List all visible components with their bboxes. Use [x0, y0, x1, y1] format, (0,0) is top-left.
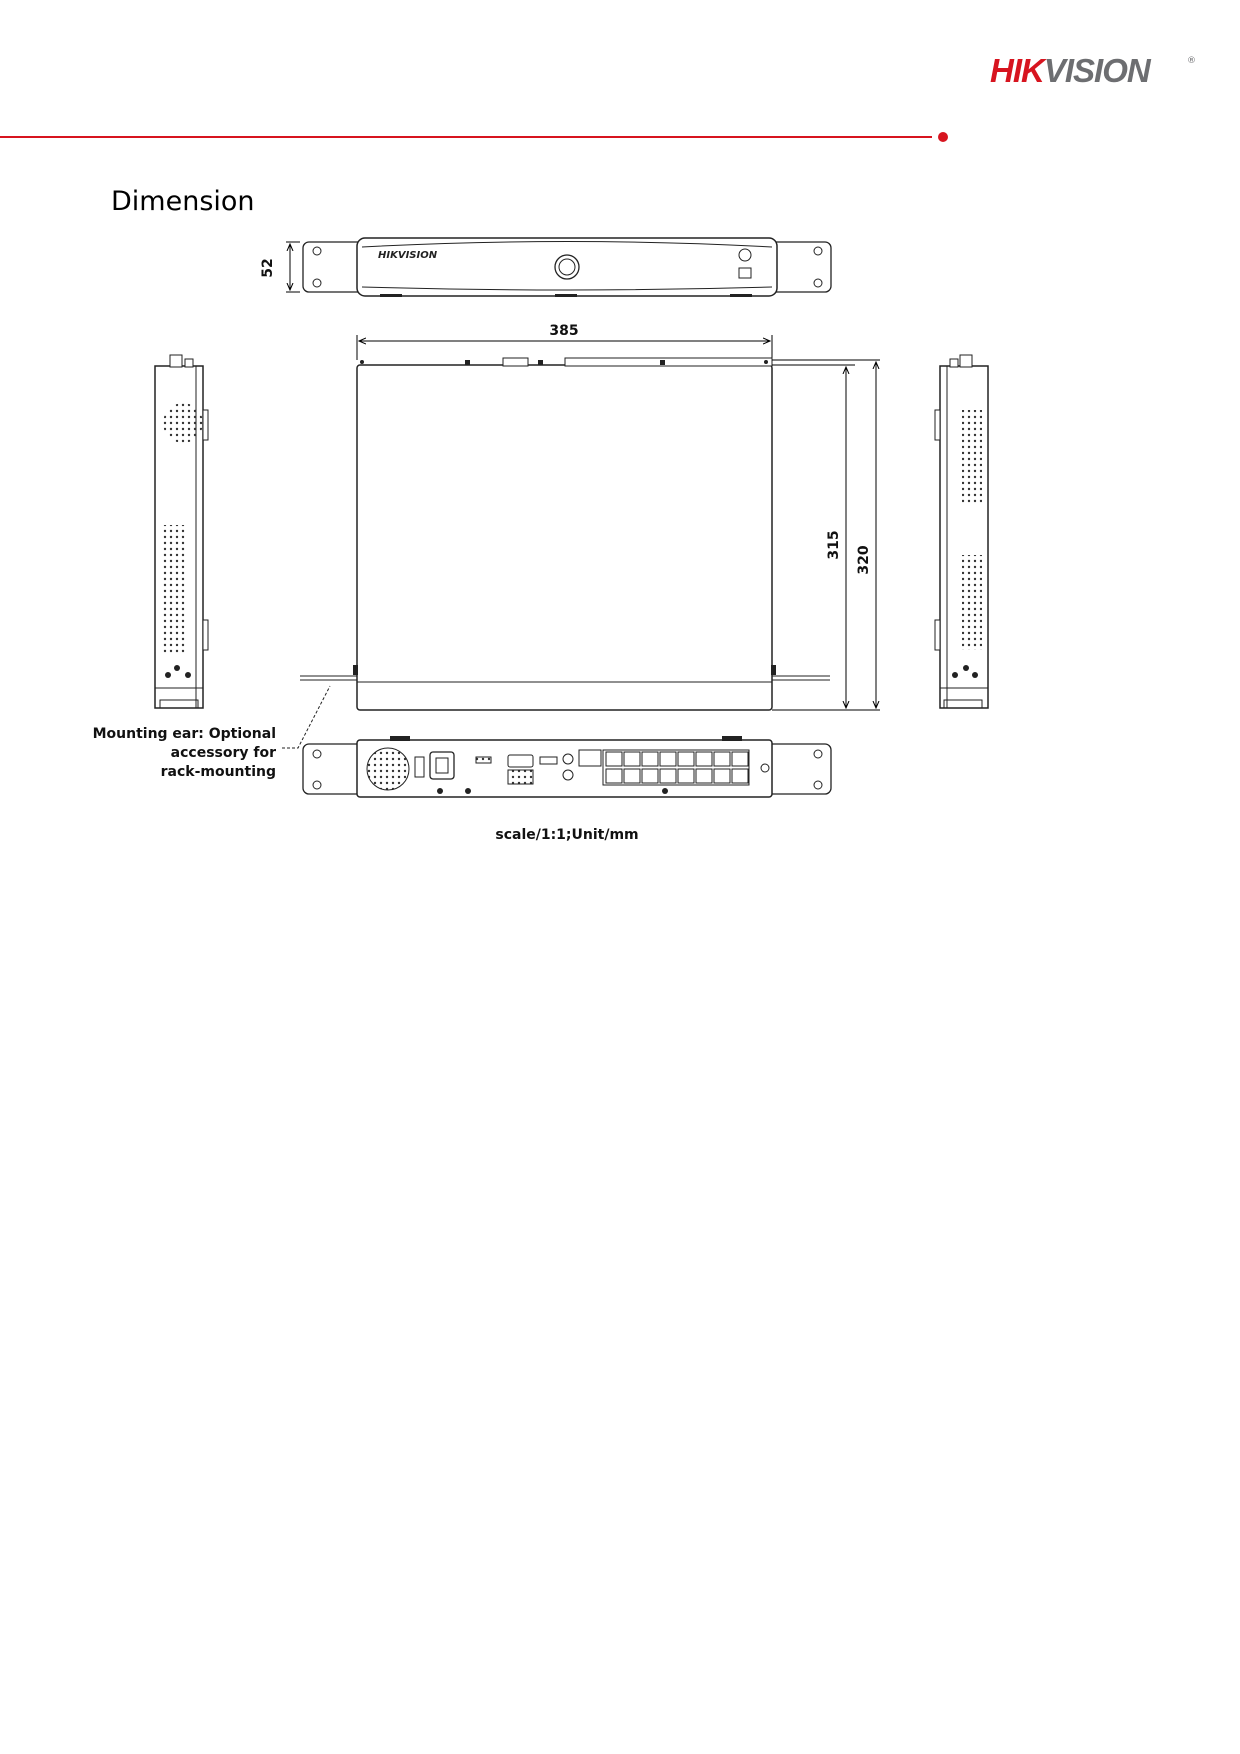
callout-line-3: rack-mounting [160, 764, 276, 780]
mounting-ear-callout [93, 686, 330, 780]
logo-hik: HIK [990, 52, 1044, 89]
front-view [260, 238, 831, 297]
dim-height-label: 52 [260, 258, 276, 278]
dim-width-label: 385 [549, 323, 579, 339]
callout-line-2: accessory for [170, 745, 276, 761]
scale-note: scale/1:1;Unit/mm [495, 827, 639, 843]
top-view [300, 323, 880, 710]
front-device-label: HIKVISION [378, 250, 438, 261]
section-title: Dimension [111, 186, 255, 217]
right-side-view [935, 355, 988, 708]
poe-ports [603, 750, 749, 785]
rear-view [303, 736, 831, 797]
callout-line-1: Mounting ear: Optional [92, 726, 276, 742]
left-side-view [155, 355, 208, 708]
logo-vision: VISION [1043, 52, 1150, 89]
dim-depth-total-label: 320 [856, 545, 872, 575]
dim-depth-body-label: 315 [826, 530, 842, 560]
registered-mark: ® [1187, 56, 1196, 66]
